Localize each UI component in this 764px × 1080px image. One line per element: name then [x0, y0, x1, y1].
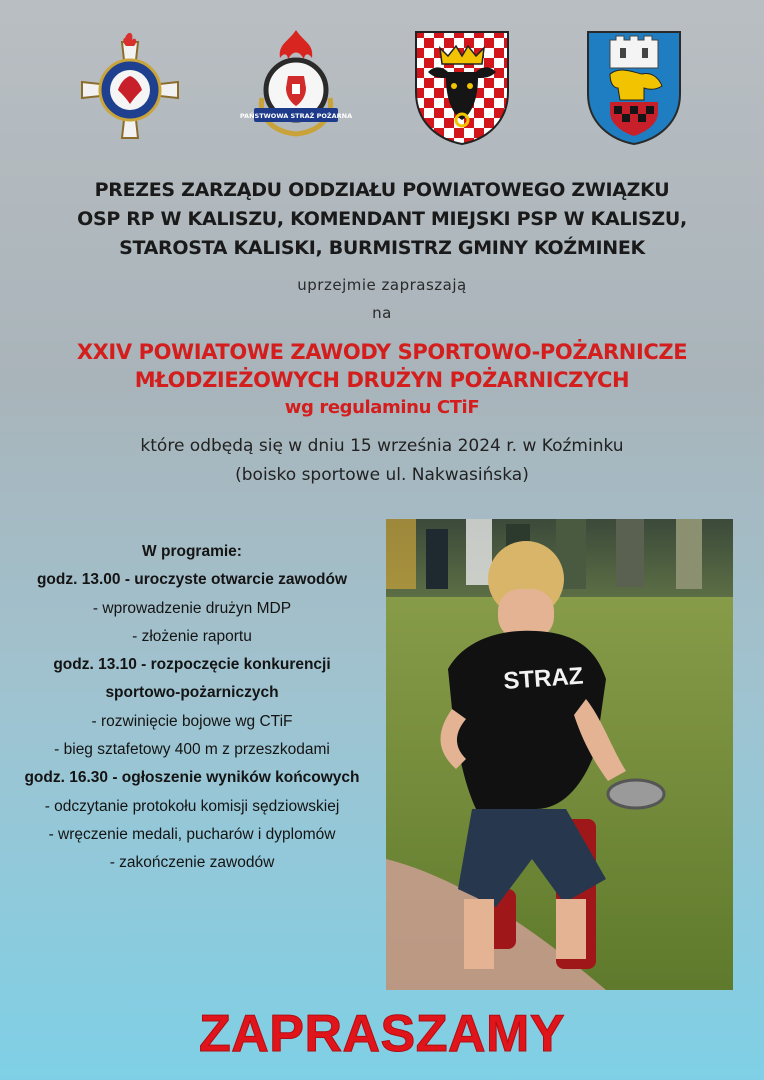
- hosts-line-2: OSP RP W KALISZU, KOMENDANT MIEJSKI PSP W KALISZU,: [77, 208, 687, 230]
- event-place: (boisko sportowe ul. Nakwasińska): [235, 465, 529, 485]
- shirt-text: STRAZ: [502, 662, 585, 695]
- program-section: [0, 538, 384, 878]
- program-line: - złożenie raportu: [132, 627, 252, 645]
- event-title: [0, 338, 764, 422]
- footer-invite: ZAPRASZAMY: [198, 1005, 566, 1063]
- invite-text: uprzejmie zapraszają: [297, 276, 467, 294]
- kozminek-coat-of-arms: [586, 28, 682, 146]
- program-line: - zakończenie zawodów: [109, 854, 275, 872]
- event-title-line-1: XXIV POWIATOWE ZAWODY SPORTOWO-POŻARNICZE: [76, 340, 688, 364]
- event-title-line-3: wg regulaminu CTiF: [284, 397, 480, 418]
- program-line: - wprowadzenie drużyn MDP: [92, 599, 292, 617]
- child-firefighter-photo: [386, 519, 733, 990]
- psp-logo: [239, 28, 353, 146]
- hosts-line-1: PREZES ZARZĄDU ODDZIAŁU POWIATOWEGO ZWIĄZKU: [94, 179, 670, 201]
- hosts-line-3: STAROSTA KALISKI, BURMISTRZ GMINY KOŹMINEK: [119, 237, 645, 259]
- hosts-heading: [0, 176, 764, 263]
- program-line: - wręczenie medali, pucharów i dyplomów: [48, 825, 336, 843]
- psp-banner-text: PAŃSTWOWA STRAŻ POŻARNA: [239, 112, 353, 120]
- program-line: sportowo-pożarniczych: [105, 684, 279, 702]
- na-text: na: [372, 304, 392, 322]
- program-line: godz. 13.10 - rozpoczęcie konkurencji: [53, 656, 331, 674]
- program-line: godz. 16.30 - ogłoszenie wyników końcowych: [24, 769, 360, 787]
- kalisz-coat-of-arms: [414, 28, 510, 146]
- program-line: - odczytanie protokołu komisji sędziowskiej: [44, 797, 340, 815]
- program-heading: W programie:: [142, 543, 242, 560]
- event-date: które odbędą się w dniu 15 września 2024 r. w Koźminku: [140, 436, 624, 456]
- program-line: - rozwinięcie bojowe wg CTiF: [91, 712, 293, 730]
- program-line: - bieg sztafetowy 400 m z przeszkodami: [54, 741, 330, 759]
- program-line: godz. 13.00 - uroczyste otwarcie zawodów: [36, 571, 348, 589]
- event-title-line-2: MŁODZIEŻOWYCH DRUŻYN POŻARNICZYCH: [134, 368, 630, 392]
- osp-logo: [82, 28, 178, 146]
